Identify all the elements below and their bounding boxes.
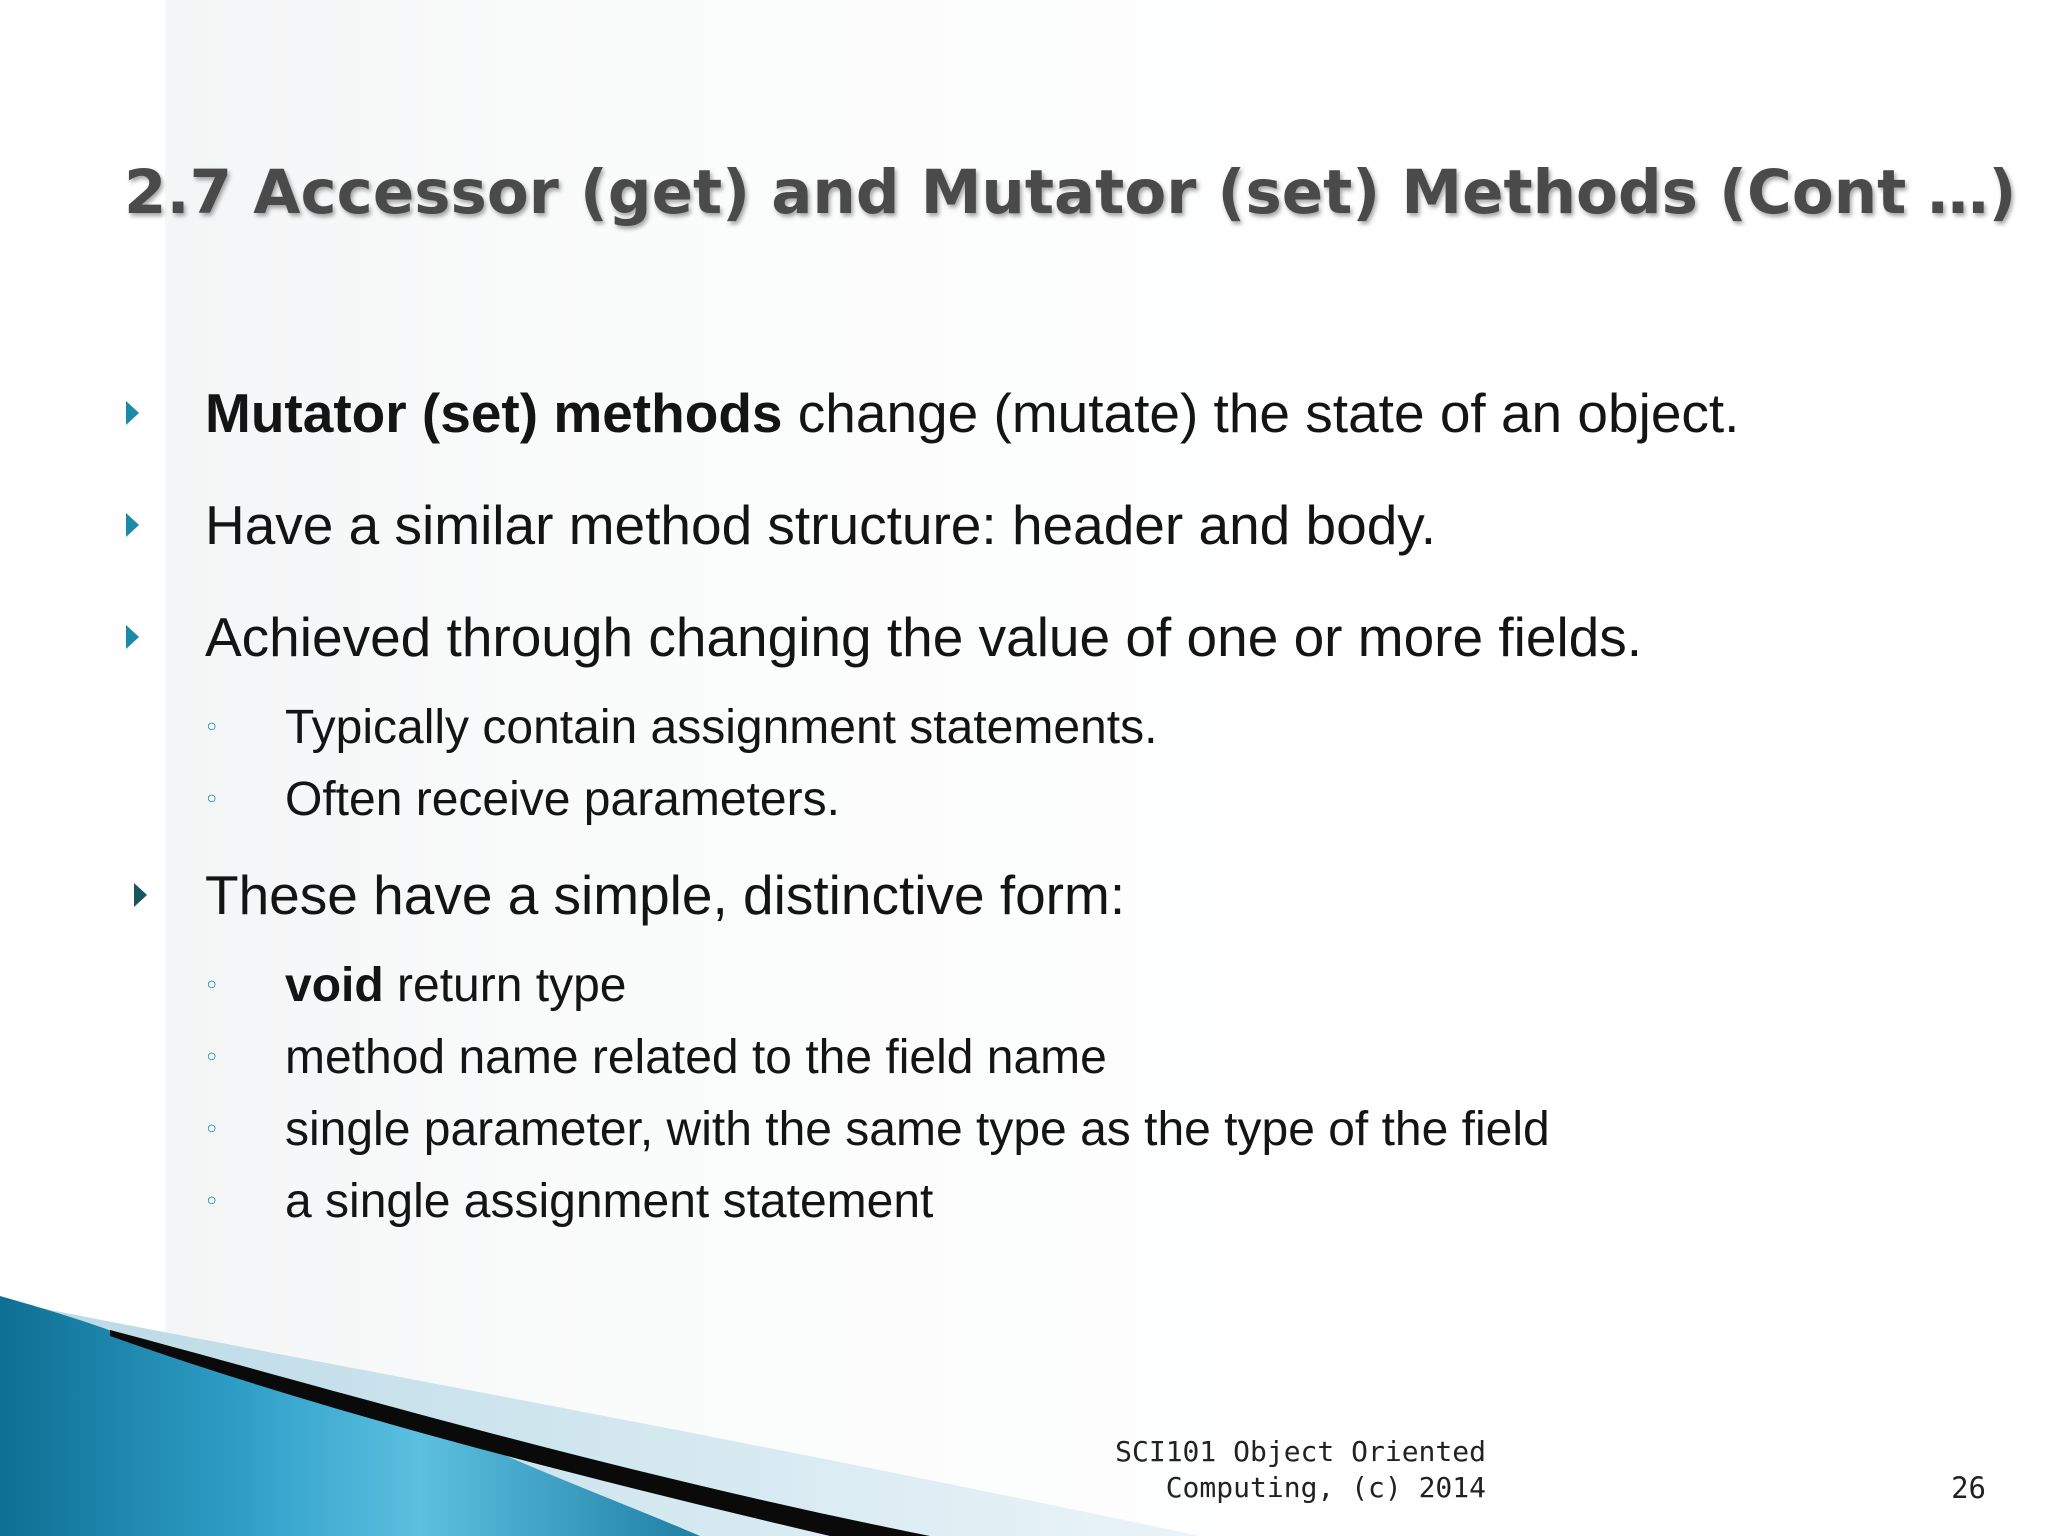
sub-bullet-text: Often receive parameters. [285,773,840,826]
bullet-text: These have a simple, distinctive form: [205,864,1126,926]
sub-bullet-text: Typically contain assignment statements. [285,701,1158,754]
footer-course-label [1100,1434,1486,1506]
sub-bullet-rest: return type [383,959,627,1012]
circle-bullet-icon: ◦ [204,1043,220,1073]
bullet-text: Achieved through changing the value of one or more fields. [205,606,1643,668]
sub-bullet-text: single parameter, with the same type as the type of the field [285,1103,1550,1156]
bold-term: Mutator (set) methods [205,382,783,444]
sub-bullet-text: a single assignment statement [285,1175,934,1228]
bold-term: void [285,959,384,1012]
footer-line-1: SCI101 Object Oriented [1115,1435,1486,1468]
sub-bullet-text: method name related to the field name [285,1031,1107,1084]
circle-bullet-icon: ◦ [204,1187,220,1217]
slide-title: 2.7 Accessor (get) and Mutator (set) Methods (Cont …) [124,157,2017,228]
circle-bullet-icon: ◦ [204,1115,220,1145]
bullet-text: Have a similar method structure: header and body. [205,494,1437,556]
circle-bullet-icon: ◦ [204,971,220,1001]
circle-bullet-icon: ◦ [204,785,220,815]
circle-bullet-icon: ◦ [204,713,220,743]
page-number: 26 [1951,1471,1986,1505]
bullet-rest: change (mutate) the state of an object. [782,382,1740,444]
footer-line-2: Computing, (c) 2014 [1165,1471,1486,1504]
